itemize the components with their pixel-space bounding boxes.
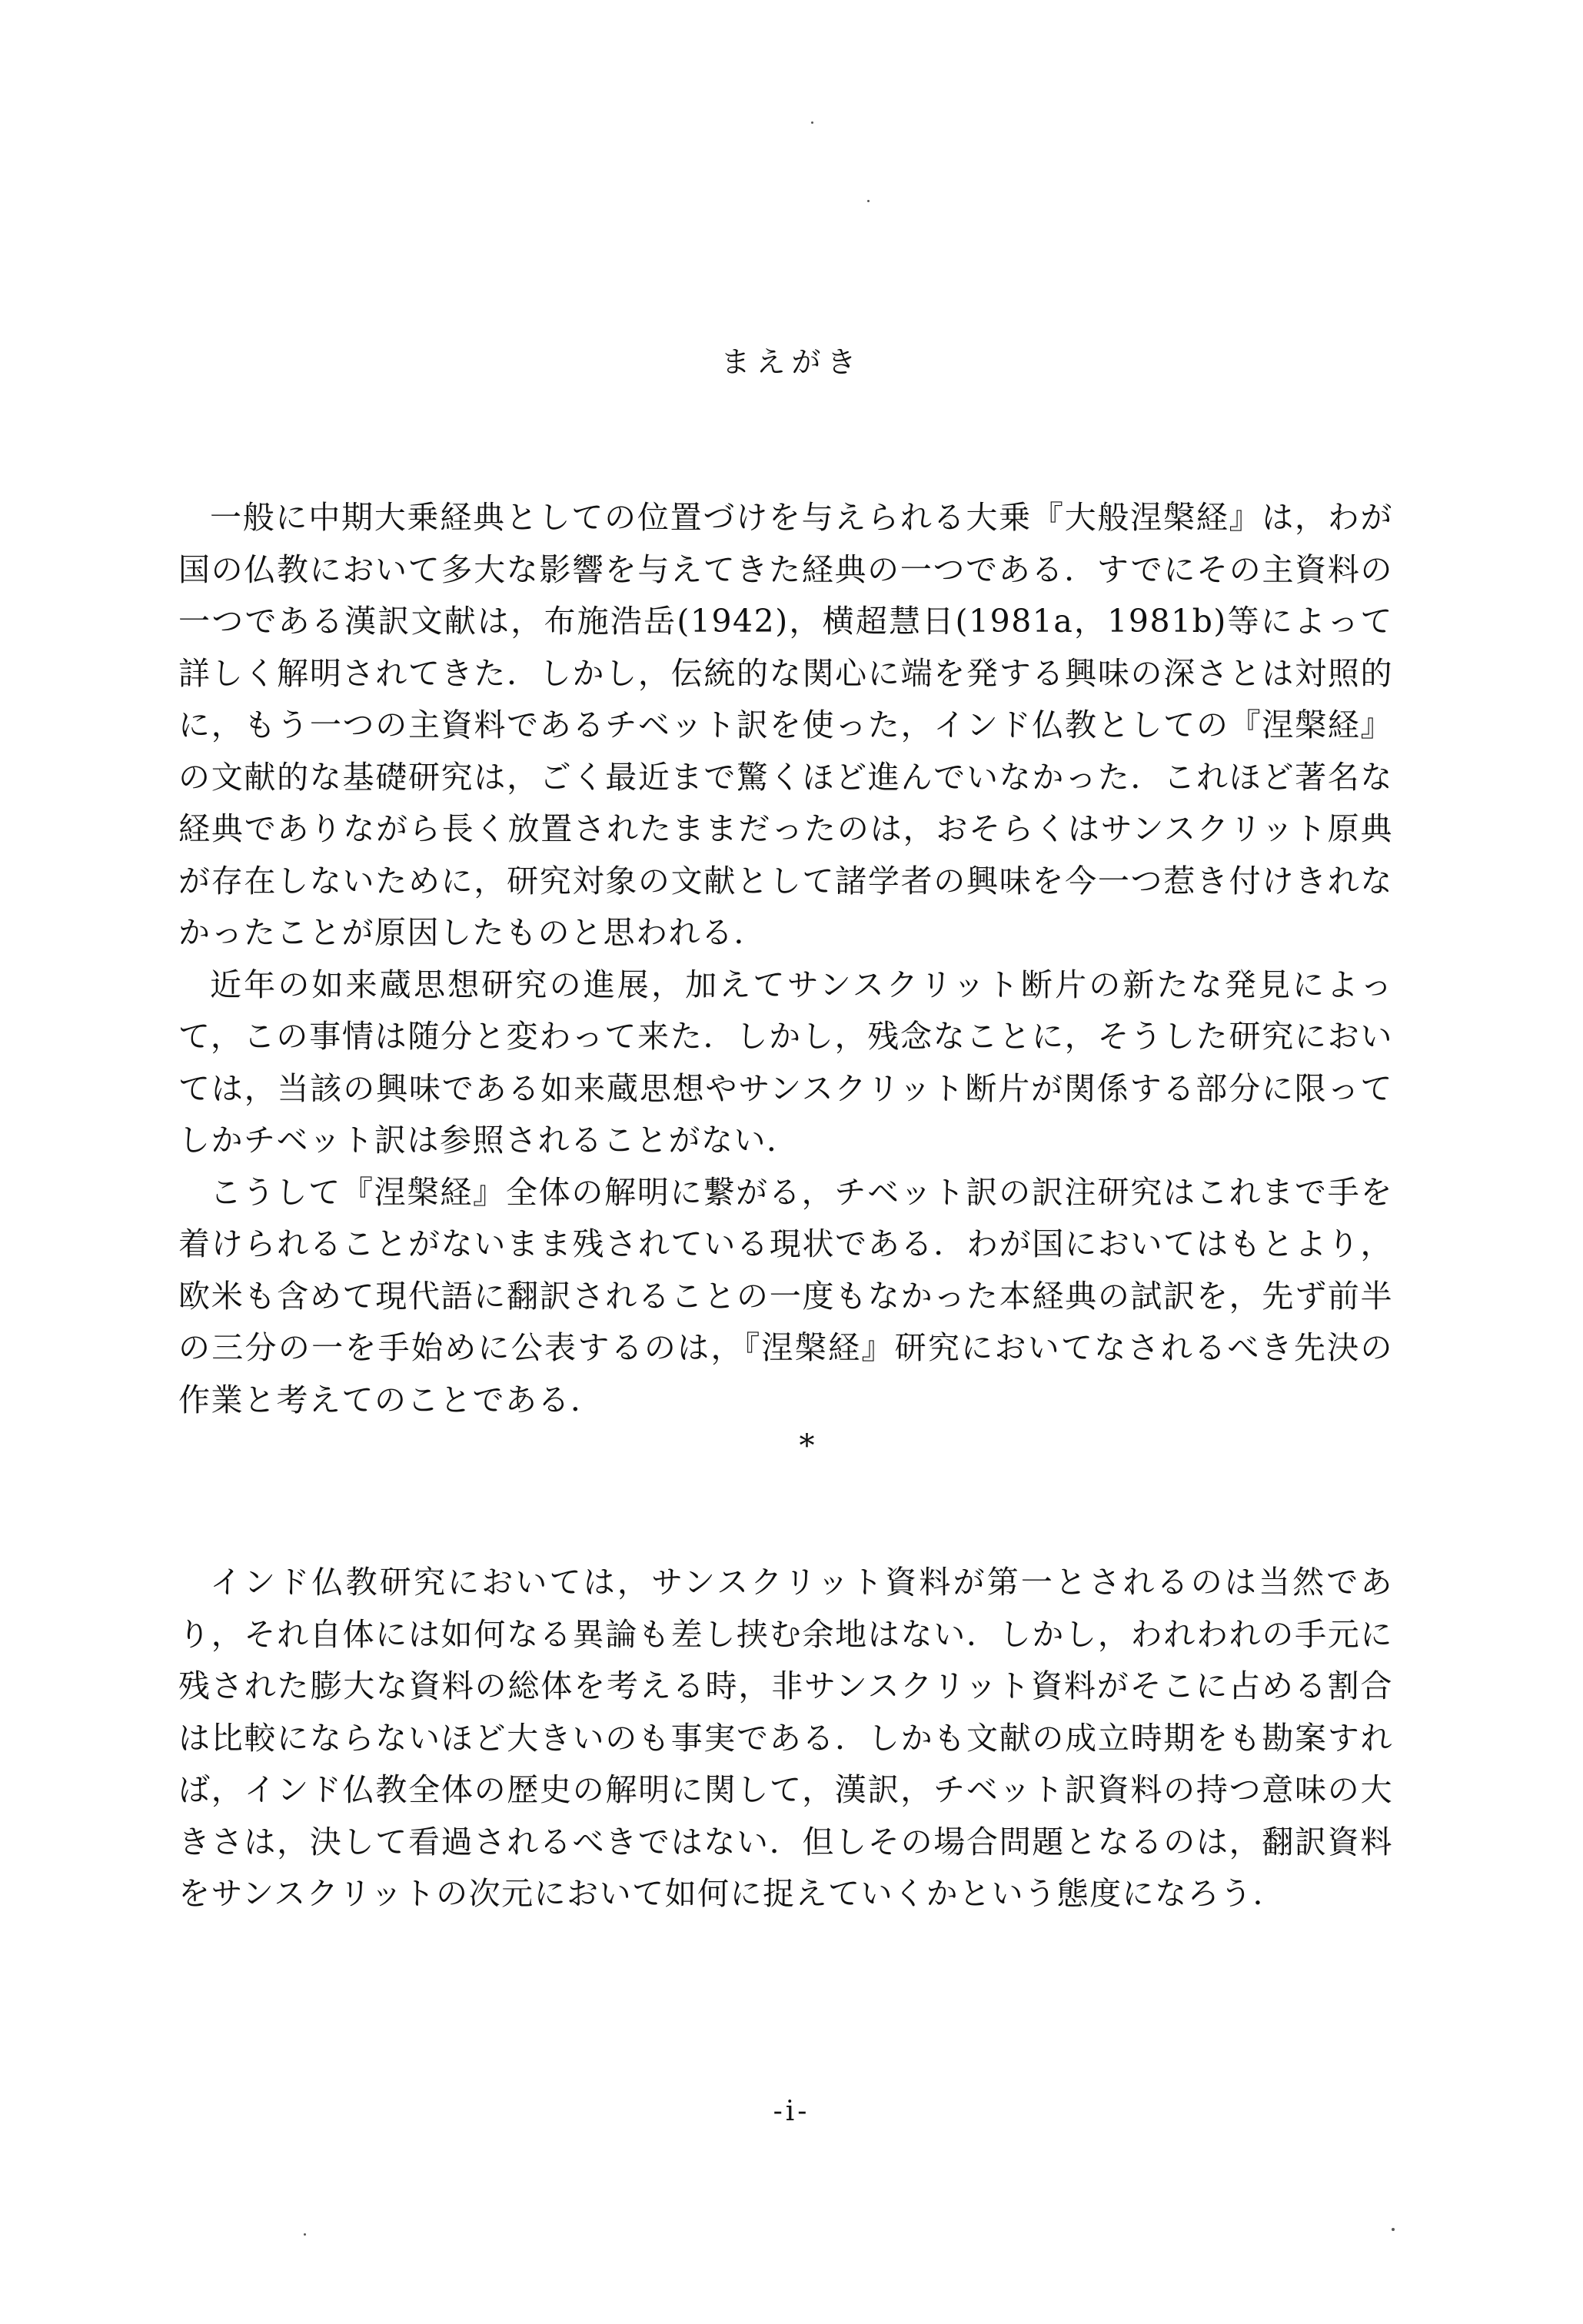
page-title: まえがき	[720, 345, 863, 379]
scan-speck	[811, 121, 813, 124]
paragraph: 一般に中期大乗経典としての位置づけを与えられる大乗『大般涅槃経』は，わが国の仏教において多大な影響を与えてきた経典の一つである．すでにその主資料の一つである漢訳文献は，布施浩岳(1942)，横超慧日(1981a，1981b)等によって詳しく解明されてきた．しかし，伝統的な関心に端を発する興味の深さとは対照的に，もう一つの主資料であるチベット訳を使った，インド仏教としての『涅槃経』の文献的な基礎研究は，ごく最近まで驚くほど進んでいなかった．これほど著名な経典でありながら長く放置されたままだったのは，おそらくはサンスクリット原典が存在しないために，研究対象の文献として諸学者の興味を今一つ惹き付けきれなかったことが原因したものと思われる．	[178, 499, 1393, 951]
section-1	[178, 492, 1393, 1426]
paragraph: インド仏教研究においては，サンスクリット資料が第一とされるのは当然であり，それ自体には如何なる異論も差し挟む余地はない．しかし，われわれの手元に残された膨大な資料の総体を考える時，非サンスクリット資料がそこに占める割合は比較にならないほど大きいのも事実である．しかも文献の成立時期をも勘案すれば，インド仏教全体の歴史の解明に関して，漢訳，チベット訳資料の持つ意味の大きさは，決して看過されるべきではない．但しその場合問題となるのは，翻訳資料をサンスクリットの次元において如何に捉えていくかという態度になろう．	[178, 1564, 1393, 1912]
page-number: -i-	[773, 2096, 810, 2127]
scan-speck	[867, 200, 870, 202]
scan-speck	[304, 2233, 306, 2236]
scan-speck	[1392, 2228, 1395, 2231]
section-separator: *	[799, 1428, 815, 1464]
paragraph: こうして『涅槃経』全体の解明に繋がる，チベット訳の訳注研究はこれまで手を着けられることがないまま残されている現状である．わが国においてはもとより，欧米も含めて現代語に翻訳されることの一度もなかった本経典の試訳を，先ず前半の三分の一を手始めに公表するのは，『涅槃経』研究においてなされるべき先決の作業と考えてのことである．	[178, 1173, 1393, 1418]
section-2	[178, 1557, 1393, 1920]
paragraph: 近年の如来蔵思想研究の進展，加えてサンスクリット断片の新たな発見によって，この事情は随分と変わって来た．しかし，残念なことに，そうした研究においては，当該の興味である如来蔵思想やサンスクリット断片が関係する部分に限ってしかチベット訳は参照されることがない．	[178, 966, 1393, 1159]
